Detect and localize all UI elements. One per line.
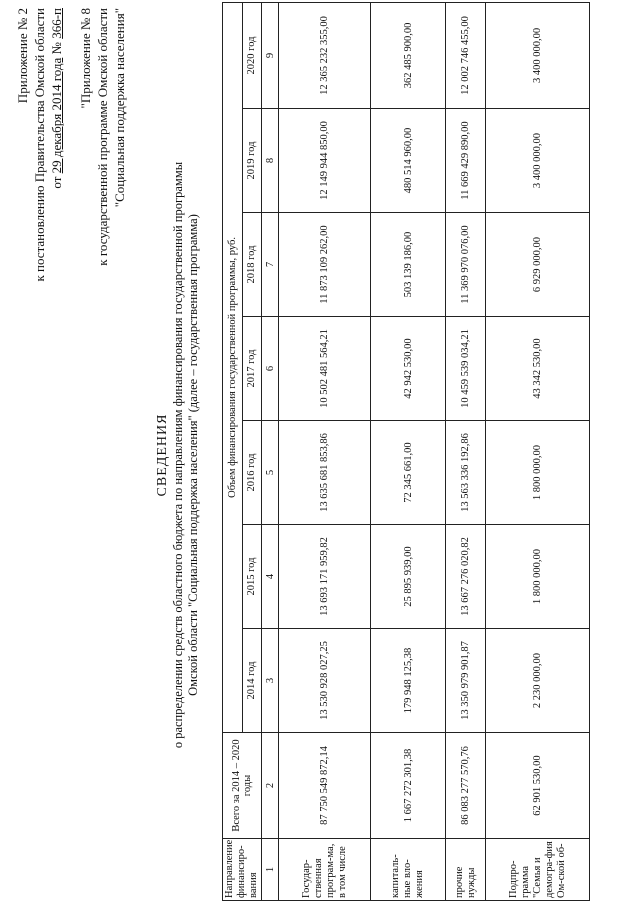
value-cell: 86 083 277 570,76 xyxy=(446,733,486,839)
heading-line-2: Омской области "Социальная поддержка населения" (далее – государственная программа) xyxy=(186,214,200,696)
value-cell: 42 942 530,00 xyxy=(371,317,446,421)
table-row xyxy=(371,2,446,900)
index-cell: 4 xyxy=(262,525,279,629)
value-cell: 11 669 429 890,00 xyxy=(446,109,486,213)
date-prefix: от xyxy=(49,176,64,189)
value-cell: 10 502 481 564,21 xyxy=(279,317,371,421)
document-title: СВЕДЕНИЯ xyxy=(155,413,170,497)
table-row xyxy=(486,2,590,900)
value-cell: 13 563 336 192,86 xyxy=(446,421,486,525)
header-year: 2017 год xyxy=(242,317,262,421)
value-cell: 1 800 000,00 xyxy=(486,421,590,525)
index-cell: 8 xyxy=(262,109,279,213)
header-year: 2016 год xyxy=(242,421,262,525)
value-cell: 13 693 171 959,82 xyxy=(279,525,371,629)
value-cell: 13 667 276 020,82 xyxy=(446,525,486,629)
header-year: 2015 год xyxy=(242,525,262,629)
index-row xyxy=(262,2,279,900)
value-cell: 10 459 539 034,21 xyxy=(446,317,486,421)
value-cell: 12 149 944 850,00 xyxy=(279,109,371,213)
decree-number: 366-п xyxy=(49,8,64,39)
appendix-date-line xyxy=(48,8,65,428)
table-row xyxy=(279,2,371,900)
header-direction: Направление финансиро-вания xyxy=(223,839,262,901)
header-year: 2020 год xyxy=(242,2,262,108)
value-cell: 13 635 681 853,86 xyxy=(279,421,371,525)
financing-table xyxy=(222,2,590,901)
appendix-header xyxy=(14,8,128,428)
index-cell: 7 xyxy=(262,213,279,317)
value-cell: 87 750 549 872,14 xyxy=(279,733,371,839)
value-cell: 3 400 000,00 xyxy=(486,109,590,213)
value-cell: 179 948 125,38 xyxy=(371,629,446,733)
row-name: Подпро-грамма "Семья и демогра-фия Ом-ской об- xyxy=(486,839,590,901)
appendix-title: Приложение № 2 xyxy=(15,8,30,104)
value-cell: 25 895 939,00 xyxy=(371,525,446,629)
value-cell: 2 230 000,00 xyxy=(486,629,590,733)
value-cell: 12 002 746 455,00 xyxy=(446,2,486,108)
index-cell: 6 xyxy=(262,317,279,421)
number-label: № xyxy=(49,42,64,55)
value-cell: 6 929 000,00 xyxy=(486,213,590,317)
row-name: прочие нужды xyxy=(446,839,486,901)
row-name: Государ-ственная програм-ма, в том числе xyxy=(279,839,371,901)
quoted-program-name: "Социальная поддержка населения" xyxy=(112,8,127,208)
heading-line-1: о распределении средств областного бюджета по направлениям финансирования государственной программы xyxy=(171,161,185,749)
value-cell: 12 365 232 355,00 xyxy=(279,2,371,108)
index-cell: 2 xyxy=(262,733,279,839)
index-cell: 5 xyxy=(262,421,279,525)
document-heading xyxy=(155,45,201,865)
value-cell: 13 530 928 027,25 xyxy=(279,629,371,733)
value-cell: 11 873 109 262,00 xyxy=(279,213,371,317)
value-cell: 1 800 000,00 xyxy=(486,525,590,629)
appendix-decree-line: к постановлению Правительства Омской области xyxy=(32,8,47,282)
index-cell: 3 xyxy=(262,629,279,733)
value-cell: 3 400 000,00 xyxy=(486,2,590,108)
value-cell: 11 369 970 076,00 xyxy=(446,213,486,317)
value-cell: 62 901 530,00 xyxy=(486,733,590,839)
quoted-appendix-title: "Приложение № 8 xyxy=(78,8,93,109)
value-cell: 43 342 530,00 xyxy=(486,317,590,421)
value-cell: 72 345 661,00 xyxy=(371,421,446,525)
row-name: капиталь-ные вло-жения xyxy=(371,839,446,901)
header-year: 2018 год xyxy=(242,213,262,317)
header-year: 2014 год xyxy=(242,629,262,733)
quoted-program-line: к государственной программе Омской области xyxy=(95,8,110,266)
header-total: Всего за 2014 – 2020 годы xyxy=(223,733,262,839)
index-cell: 9 xyxy=(262,2,279,108)
table-row xyxy=(446,2,486,900)
decree-date: 29 декабря 2014 года xyxy=(49,57,64,174)
value-cell: 13 350 979 901,87 xyxy=(446,629,486,733)
header-year: 2019 год xyxy=(242,109,262,213)
value-cell: 362 485 900,00 xyxy=(371,2,446,108)
value-cell: 503 139 186,00 xyxy=(371,213,446,317)
header-group: Объем финансирования государственной программы, руб. xyxy=(223,2,243,732)
index-cell: 1 xyxy=(262,839,279,901)
value-cell: 480 514 960,00 xyxy=(371,109,446,213)
value-cell: 1 667 272 301,38 xyxy=(371,733,446,839)
